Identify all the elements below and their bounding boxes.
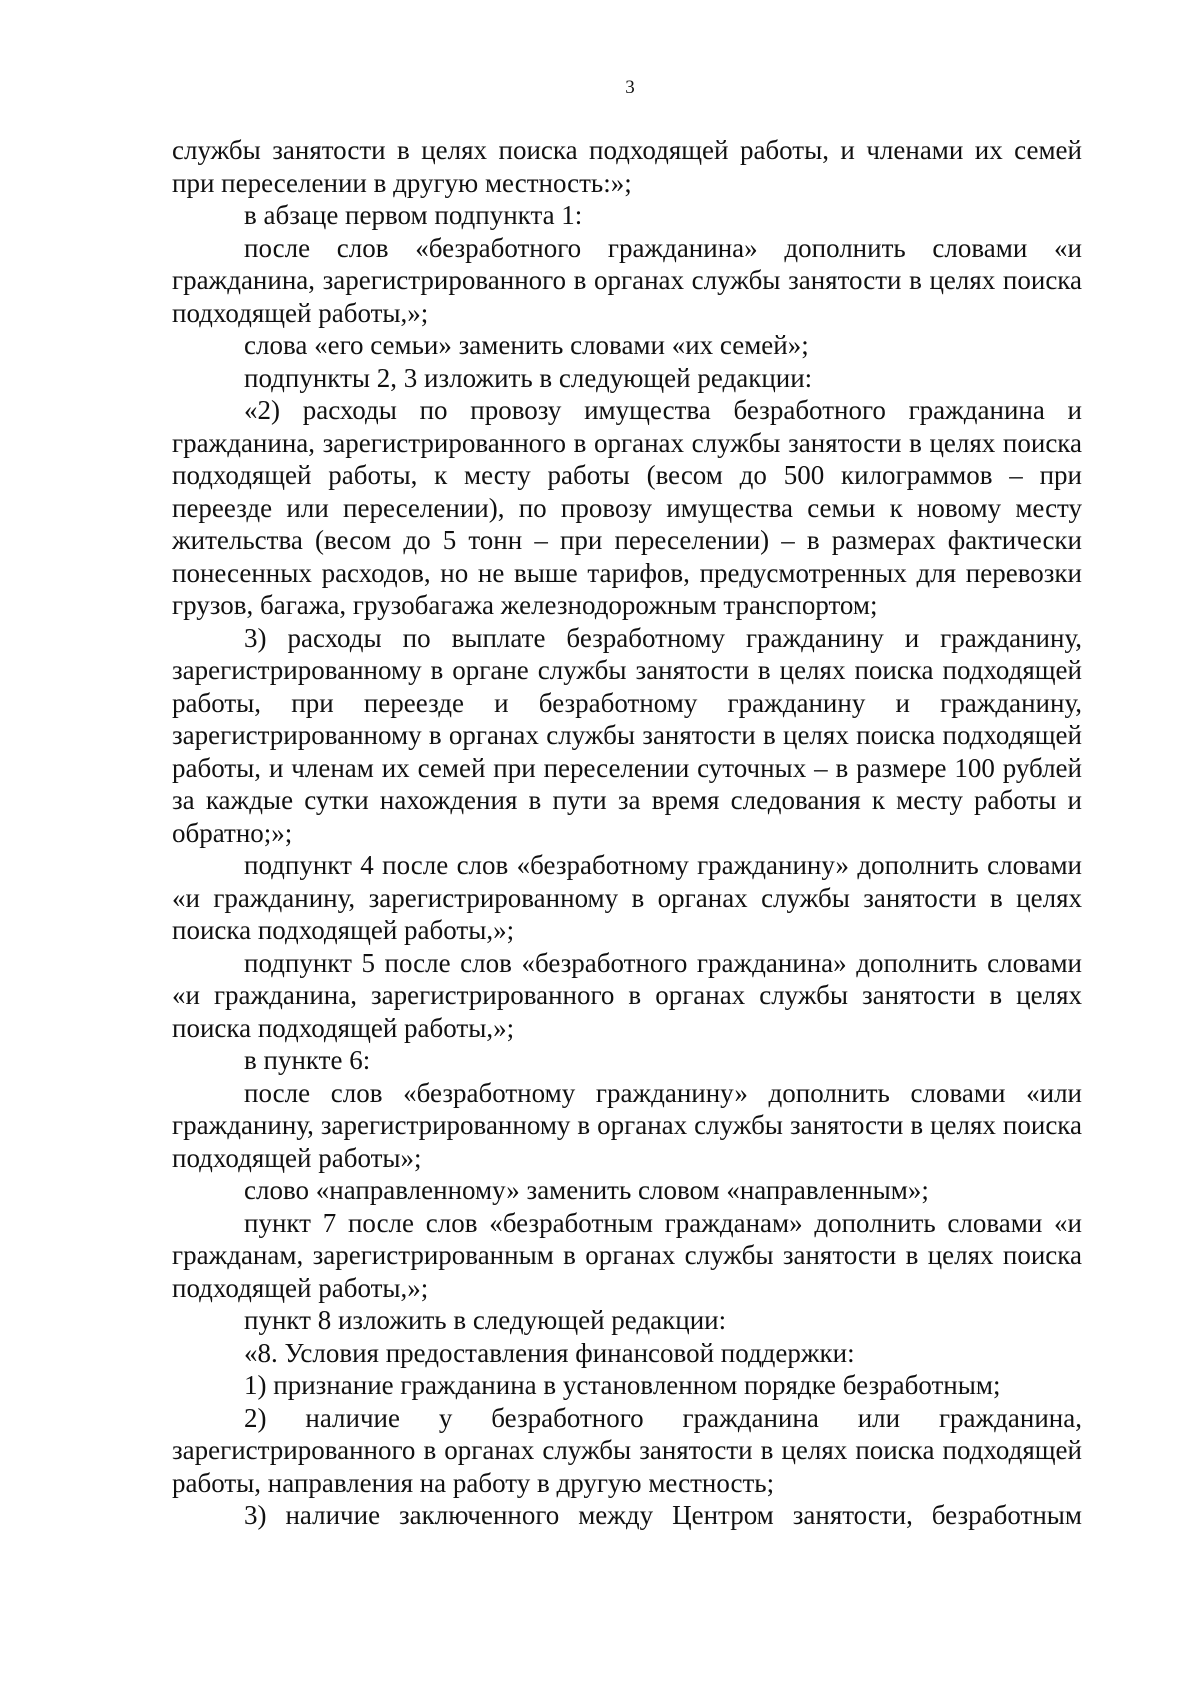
paragraph: после слов «безработному гражданину» дополнить словами «или гражданину, зарегистрированному в органах службы занятости в целях поиска подходящей работы»; (172, 1077, 1082, 1173)
paragraph: 2) наличие у безработного гражданина или гражданина, зарегистрированного в органах службы занятости в целях поиска подходящей работы, направления на работу в другую местность; (172, 1402, 1082, 1498)
paragraph: в пункте 6: (244, 1045, 371, 1075)
paragraph: пункт 7 после слов «безработным гражданам» дополнить словами «и гражданам, зарегистрированным в органах службы занятости в целях поиска подходящей работы,»; (172, 1207, 1082, 1303)
paragraph: слово «направленному» заменить словом «направленным»; (244, 1175, 929, 1205)
paragraph: подпункт 5 после слов «безработного гражданина» дополнить словами «и гражданина, зарегистрированного в органах службы занятости в целях поиска подходящей работы,»; (172, 947, 1082, 1043)
paragraph: службы занятости в целях поиска подходящей работы, и членами их семей при переселении в другую местность:»; (172, 135, 1082, 198)
page-number: 3 (625, 77, 635, 98)
paragraph: после слов «безработного гражданина» дополнить словами «и гражданина, зарегистрированного в органах службы занятости в целях поиска подходящей работы,»; (172, 232, 1082, 328)
paragraph: в абзаце первом подпункта 1: (244, 200, 583, 230)
paragraph: слова «его семьи» заменить словами «их семей»; (244, 330, 809, 360)
paragraph: 3) расходы по выплате безработному гражданину и гражданину, зарегистрированному в органе службы занятости в целях поиска подходящей работы, при переезде и безработному гражданину и гражданину, зарегистрированному в органах службы занятости в целях поиска подходящей работы, и членам их семей при переселении суточных – в размере 100 рублей за каждые сутки нахождения в пути за время следования к месту работы и обратно;»; (172, 622, 1082, 848)
paragraph: пункт 8 изложить в следующей редакции: (244, 1305, 727, 1335)
paragraph: подпункт 4 после слов «безработному гражданину» дополнить словами «и гражданину, зарегистрированному в органах службы занятости в целях поиска подходящей работы,»; (172, 850, 1082, 945)
paragraph: подпункты 2, 3 изложить в следующей редакции: (244, 362, 813, 393)
paragraph: «2) расходы по провозу имущества безработного гражданина и гражданина, зарегистрированного в органах службы занятости в целях поиска подходящей работы, к месту работы (весом до 500 килограммов – при переезде или переселении), по провозу имущества семьи к новому месту жительства (весом до 5 тонн – при переселении) – в размерах фактически понесенных расходов, но не выше тарифов, предусмотренных для перевозки грузов, багажа, грузобагажа железнодорожным транспортом; (172, 395, 1082, 620)
body-text (172, 134, 1082, 1532)
paragraph-continued: 3) наличие заключенного между Центром занятости, безработным (244, 1500, 1082, 1530)
paragraph: 1) признание гражданина в установленном порядке безработным; (244, 1370, 1001, 1400)
paragraph: «8. Условия предоставления финансовой поддержки: (244, 1337, 855, 1368)
